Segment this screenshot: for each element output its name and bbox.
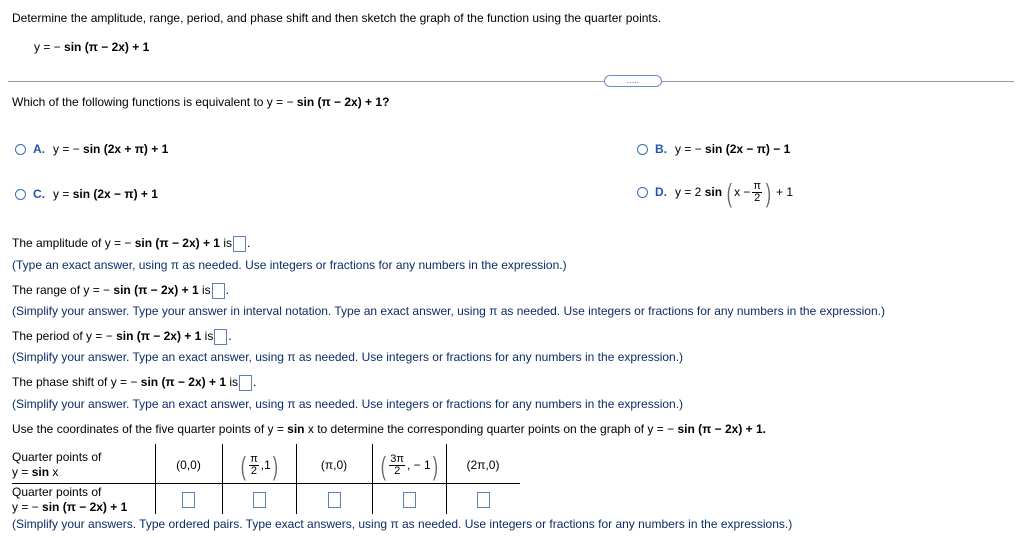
option-b-prefix: y = − [675, 142, 702, 156]
equivalent-prompt-equation: sin (π − 2x) + 1? [296, 95, 390, 109]
row1-label-b-x: x [52, 465, 59, 479]
period-equation: sin (π − 2x) + 1 [116, 329, 202, 344]
option-c-radio[interactable] [15, 189, 26, 200]
phase-is: is [229, 375, 239, 390]
section-divider [8, 81, 1014, 82]
option-d-frac-num: π [753, 180, 761, 193]
point2-y: ,1 [260, 458, 271, 472]
answer-box-1[interactable] [182, 492, 195, 508]
point2-close-paren: ) [272, 450, 278, 481]
amplitude-equation: sin (π − 2x) + 1 [134, 236, 220, 251]
table-hint: (Simplify your answers. Type ordered pairs. Type exact answers, using π as needed. Use integers or fractions for any numbers in the expressions.) [12, 517, 793, 531]
phase-equation: sin (π − 2x) + 1 [140, 375, 226, 390]
phase-answer-box[interactable] [239, 375, 252, 391]
option-b[interactable] [637, 142, 790, 156]
period-answer-box[interactable] [214, 329, 227, 345]
option-b-letter: B. [655, 142, 667, 156]
option-d-frac-den: 2 [754, 192, 761, 205]
answer-cell-2 [222, 492, 296, 511]
option-d-sin: sin [704, 185, 723, 199]
option-a-equation: sin (2x + π) + 1 [83, 142, 169, 156]
option-a[interactable] [15, 142, 168, 156]
amplitude-hint: (Type an exact answer, using π as needed. Use integers or fractions for any numbers in the expression.) [12, 258, 567, 272]
row1-label-b-prefix: y = [12, 465, 29, 479]
question-equation [34, 40, 149, 54]
range-text: The range of y = − [12, 283, 111, 298]
quarter-point-5: (2π,0) [466, 458, 500, 472]
equivalent-prompt [12, 95, 389, 109]
option-b-radio[interactable] [637, 144, 648, 155]
option-d-suffix: + 1 [776, 185, 794, 199]
range-equation: sin (π − 2x) + 1 [113, 283, 199, 298]
row1-label-b-sin: sin [31, 465, 50, 479]
answer-box-2[interactable] [253, 492, 266, 508]
point4-frac-den: 2 [394, 465, 401, 478]
table-row-divider [12, 483, 520, 484]
row1-label-a: Quarter points of [12, 450, 102, 464]
answer-cell-4 [372, 492, 446, 511]
point4-open-paren: ( [380, 450, 386, 481]
point2-frac-num: π [250, 453, 258, 466]
period-text: The period of y = − [12, 329, 113, 344]
row2-label-a: Quarter points of [12, 485, 102, 499]
option-d-close-paren: ) [765, 177, 771, 208]
point2-fraction [249, 454, 259, 477]
point2-frac-den: 2 [250, 465, 258, 478]
option-d-prefix: y = 2 [675, 185, 702, 199]
option-d-inner-x: x − [734, 185, 751, 199]
quarter-point-1: (0,0) [176, 458, 201, 472]
coords-text-mid: x to determine the corresponding quarter points on the graph of y = − [307, 422, 675, 436]
answer-cell-5 [446, 492, 520, 511]
range-question: The range of y = − sin (π − 2x) + 1 is . [12, 283, 229, 298]
point4-fraction [389, 454, 405, 477]
option-d-radio[interactable] [637, 187, 648, 198]
option-b-equation: sin (2x − π) − 1 [705, 142, 791, 156]
option-c-equation: sin (2x − π) + 1 [72, 187, 158, 201]
option-d-open-paren: ( [727, 177, 733, 208]
amplitude-answer-box[interactable] [233, 236, 246, 252]
equation-prefix: y = − [34, 40, 61, 54]
equation-main: sin (π − 2x) + 1 [64, 40, 150, 54]
point2-open-paren: ( [240, 450, 246, 481]
option-c-prefix: y = [53, 187, 70, 201]
answer-cell-3 [296, 492, 372, 511]
option-c[interactable] [15, 187, 158, 201]
period-question: The period of y = − sin (π − 2x) + 1 is . [12, 329, 232, 344]
period-is: is [204, 329, 214, 344]
answer-box-5[interactable] [477, 492, 490, 508]
coords-instruction [12, 422, 766, 436]
point4-close-paren: ) [432, 450, 438, 481]
equivalent-prompt-text: Which of the following functions is equivalent to y = − [12, 95, 294, 109]
amplitude-is: is [223, 236, 232, 251]
range-is: is [201, 283, 211, 298]
question-instruction: Determine the amplitude, range, period, and phase shift and then sketch the graph of the function using the quarter points. [12, 11, 662, 25]
option-d-fraction [752, 181, 762, 204]
phase-hint: (Simplify your answer. Type an exact answer, using π as needed. Use integers or fractions for any numbers in the expression.) [12, 397, 684, 411]
period-hint: (Simplify your answer. Type an exact answer, using π as needed. Use integers or fractions for any numbers in the expression.) [12, 350, 684, 364]
point4-y: , − 1 [407, 458, 431, 472]
coords-equation: sin (π − 2x) + 1. [677, 422, 766, 436]
coords-text-start: Use the coordinates of the five quarter points of y = [12, 422, 284, 436]
option-c-letter: C. [33, 187, 45, 201]
option-a-radio[interactable] [15, 144, 26, 155]
quarter-point-3: (π,0) [320, 458, 348, 472]
coords-sin: sin [287, 422, 305, 436]
amplitude-text: The amplitude of y = − [12, 236, 132, 251]
answer-box-4[interactable] [403, 492, 416, 508]
row1-label-b [12, 465, 58, 479]
quarter-point-2 [222, 448, 296, 482]
answer-cell-1 [155, 492, 222, 511]
range-answer-box[interactable] [212, 283, 225, 299]
point4-frac-num: 3π [390, 453, 405, 466]
amplitude-question: The amplitude of y = − sin (π − 2x) + 1 is . [12, 236, 251, 251]
option-d[interactable] [637, 175, 793, 209]
option-a-prefix: y = − [53, 142, 80, 156]
phase-question: The phase shift of y = − sin (π − 2x) + 1 is . [12, 375, 257, 390]
option-a-letter: A. [33, 142, 45, 156]
phase-text: The phase shift of y = − [12, 375, 138, 390]
row2-label-b-equation: sin (π − 2x) + 1 [42, 500, 128, 514]
answer-box-3[interactable] [328, 492, 341, 508]
range-hint: (Simplify your answer. Type your answer in interval notation. Type an exact answer, using π as needed. Use integers or fractions for any numbers in the expression.) [12, 304, 885, 318]
row2-label-b-prefix: y = − [12, 500, 39, 514]
quarter-point-4 [372, 448, 446, 482]
row2-label-b [12, 500, 127, 514]
option-d-letter: D. [655, 185, 667, 199]
expand-button[interactable]: ..... [604, 75, 662, 87]
